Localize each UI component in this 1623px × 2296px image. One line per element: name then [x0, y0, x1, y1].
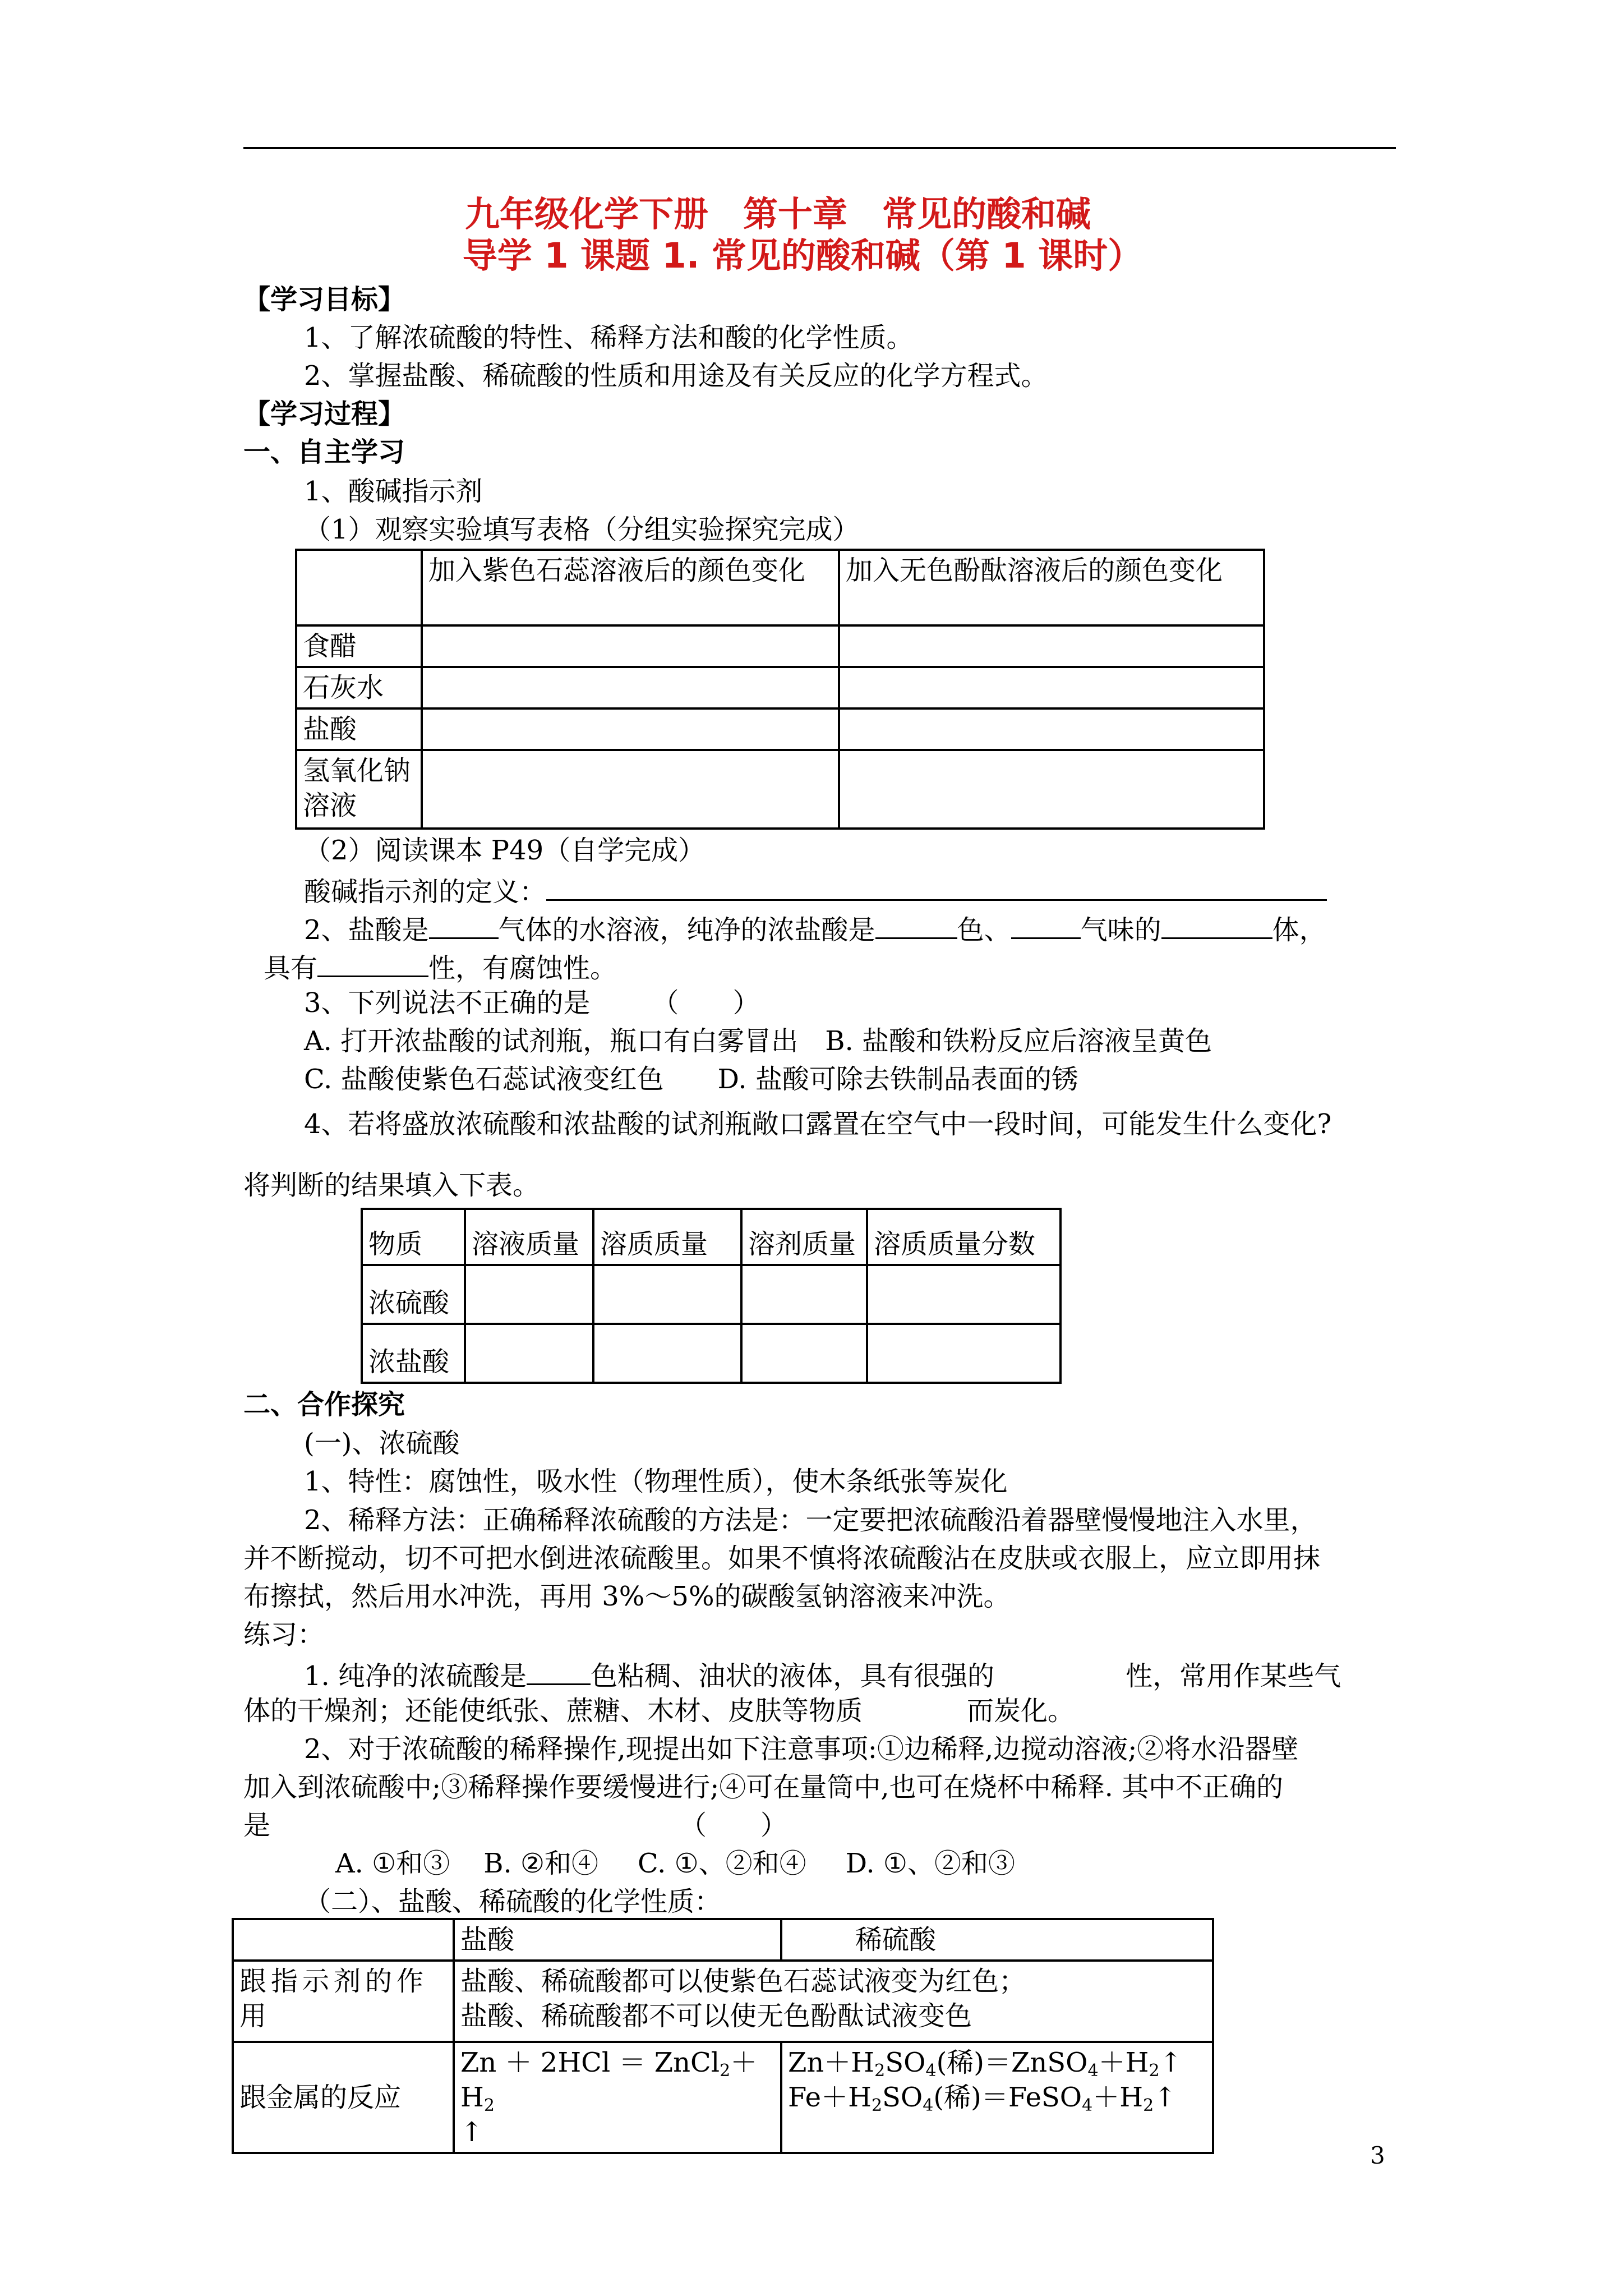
table-header-cell: 加入紫色石蕊溶液后的颜色变化: [422, 550, 839, 625]
table-header-cell: 溶质质量: [593, 1209, 741, 1265]
question-2-text: 体，: [1272, 914, 1326, 946]
property-1: 1、特性：腐蚀性，吸水性（物理性质），使木条纸张等炭化: [304, 1466, 1008, 1497]
option-a[interactable]: A. ①和③: [335, 1848, 450, 1879]
subscript: 2: [1143, 2096, 1154, 2115]
dilution-line-3: 布擦拭，然后用水冲洗，再用 3%～5%的碳酸氢钠溶液来冲洗。: [243, 1581, 1011, 1612]
exercise-1-text: 体的干燥剂；还能使纸张、蔗糖、木材、皮肤等物质: [243, 1695, 863, 1727]
question-2-text: 具有: [264, 953, 318, 984]
question-3-options-2: [304, 1062, 1078, 1097]
subscript: 4: [1082, 2096, 1093, 2115]
table-row-label: 跟指示剂的作用: [233, 1961, 454, 2042]
equation-text: Zn ＋ 2HCl ＝ ZnCl: [460, 2047, 720, 2078]
doc-subtitle: 导学 1 课题 1. 常见的酸和碱（第 1 课时）: [462, 235, 1143, 276]
question-2-text: 气味的: [1080, 914, 1161, 946]
subscript: 4: [925, 2061, 937, 2081]
question-4-line-2: 将判断的结果填入下表。: [243, 1170, 540, 1201]
part-2-title: （二）、盐酸、稀硫酸的化学性质：: [304, 1886, 722, 1917]
exercise-2-text: 是: [243, 1810, 271, 1841]
gas-arrow: ↑: [1159, 2047, 1182, 2078]
table-header-cell: 稀硫酸: [781, 1919, 1213, 1961]
equation-text: Zn＋H: [788, 2047, 875, 2078]
option-c[interactable]: C. ①、②和④: [638, 1848, 806, 1879]
objective-1: 1、了解浓硫酸的特性、稀释方法和酸的化学性质。: [304, 322, 914, 353]
doc-title: 九年级化学下册 第十章 常见的酸和碱: [464, 194, 1091, 234]
answer-cell[interactable]: [839, 625, 1264, 667]
definition-blank[interactable]: [546, 871, 1327, 901]
equation-text: (稀)＝ZnSO: [936, 2047, 1088, 2078]
exercise-1-line-1: [304, 1655, 1341, 1694]
answer-cell[interactable]: [839, 667, 1264, 708]
exercise-2-line-3: [243, 1808, 787, 1843]
answer-cell[interactable]: [422, 708, 839, 750]
table-header-cell: 溶剂质量: [741, 1209, 867, 1265]
option-a[interactable]: A. 打开浓盐酸的试剂瓶，瓶口有白雾冒出: [304, 1025, 799, 1057]
option-b[interactable]: B. 盐酸和铁粉反应后溶液呈黄色: [825, 1025, 1212, 1057]
table-header-cell: [233, 1919, 454, 1961]
subscript: 2: [874, 2061, 886, 2081]
equation-text: (稀)＝FeSO: [933, 2082, 1082, 2113]
exercise-1-text: 色粘稠、油状的液体，具有很强的: [591, 1660, 995, 1692]
indicator-effect-cell: [454, 1961, 1213, 2042]
equation-text: ＋H: [1092, 2082, 1144, 2113]
subscript: 2: [720, 2061, 731, 2081]
exercise-1-text: 性，常用作某些气: [1126, 1660, 1341, 1692]
table-row-label: 石灰水: [296, 667, 422, 708]
answer-cell[interactable]: [741, 1324, 867, 1383]
table-header-cell: 溶质质量分数: [867, 1209, 1061, 1265]
option-c[interactable]: C. 盐酸使紫色石蕊试液变红色: [304, 1064, 664, 1095]
exercise-2-options: [335, 1846, 1015, 1881]
question-3-options-1: [304, 1024, 1212, 1059]
equation-text: SO: [885, 2047, 926, 2078]
answer-cell[interactable]: [741, 1265, 867, 1324]
indicator-effect-text: 盐酸、稀硫酸都不可以使无色酚酞试液变色: [460, 2000, 972, 2032]
table-row-label: 氢氧化钠溶液: [296, 750, 422, 829]
table-row-label: 食醋: [296, 625, 422, 667]
fill-blank[interactable]: [1011, 909, 1081, 939]
subscript: 4: [1087, 2061, 1099, 2081]
definition-line: [304, 871, 1327, 909]
answer-cell[interactable]: [839, 708, 1264, 750]
subscript: 2: [1149, 2061, 1160, 2081]
concentration-table: [361, 1208, 1062, 1384]
question-4-line-1: 4、若将盛放浓硫酸和浓盐酸的试剂瓶敞口露置在空气中一段时间，可能发生什么变化?: [304, 1108, 1332, 1140]
question-2-text: 2、盐酸是: [304, 914, 429, 946]
indicator-effect-text: 盐酸、稀硫酸都可以使紫色石蕊试液变为红色；: [460, 1966, 1026, 1997]
question-3: [304, 986, 760, 1020]
option-d[interactable]: D. 盐酸可除去铁制品表面的锈: [717, 1064, 1078, 1095]
indicator-table: [295, 549, 1265, 830]
answer-cell[interactable]: [867, 1265, 1061, 1324]
page-number: 3: [1370, 2142, 1385, 2169]
fill-blank[interactable]: [1161, 909, 1272, 939]
table-row-label: 盐酸: [296, 708, 422, 750]
fill-blank[interactable]: [875, 909, 957, 939]
subscript: 4: [923, 2096, 934, 2115]
question-2-line-2: [264, 947, 617, 986]
answer-paren[interactable]: （ ）: [652, 987, 760, 1019]
question-2-text: 色、: [957, 914, 1011, 946]
section-2-heading: 二、合作探究: [243, 1389, 405, 1420]
answer-cell[interactable]: [867, 1324, 1061, 1383]
question-2-text: 性，有腐蚀性。: [428, 953, 617, 984]
exercise-2-line-2: 加入到浓硫酸中;③稀释操作要缓慢进行;④可在量筒中,也可在烧杯中稀释. 其中不正确的: [243, 1772, 1284, 1803]
answer-cell[interactable]: [593, 1265, 741, 1324]
exercise-1-text: 1. 纯净的浓硫酸是: [304, 1660, 527, 1692]
table-header-cell: 加入无色酚酞溶液后的颜色变化: [839, 550, 1264, 625]
exercise-1-text: 而炭化。: [967, 1695, 1075, 1727]
dilution-line-2: 并不断搅动，切不可把水倒进浓硫酸里。如果不慎将浓硫酸沾在皮肤或衣服上，应立即用抹: [243, 1543, 1321, 1574]
process-heading: 【学习过程】: [243, 398, 405, 430]
answer-cell[interactable]: [422, 667, 839, 708]
option-d[interactable]: D. ①、②和③: [845, 1848, 1015, 1879]
objectives-heading: 【学习目标】: [243, 284, 405, 315]
equation-text: SO: [882, 2082, 923, 2113]
answer-cell[interactable]: [422, 750, 839, 829]
table-header-cell: 盐酸: [454, 1919, 781, 1961]
equation-text: ＋ H: [460, 2047, 758, 2113]
equation-text: ＋H: [1098, 2047, 1149, 2078]
acid-properties-table: [232, 1918, 1214, 2154]
fill-blank[interactable]: [527, 1655, 591, 1685]
question-3-text: 3、下列说法不正确的是: [304, 987, 591, 1019]
subscript: 2: [483, 2096, 495, 2115]
definition-label: 酸碱指示剂的定义：: [304, 876, 547, 908]
part-1-title: (一)、浓硫酸: [304, 1428, 460, 1459]
answer-cell[interactable]: [593, 1324, 741, 1383]
dilution-line-1: 2、稀释方法：正确稀释浓硫酸的方法是：一定要把浓硫酸沿着器壁慢慢地注入水里，: [304, 1504, 1317, 1536]
exercise-1-line-2: [243, 1694, 1075, 1728]
practice-label: 练习：: [243, 1619, 325, 1650]
question-1: 1、酸碱指示剂: [304, 476, 483, 507]
h2so4-metal-equation: [781, 2042, 1213, 2153]
table-header-cell: [296, 550, 422, 625]
header-rule: [243, 147, 1396, 149]
objective-2: 2、掌握盐酸、稀硫酸的性质和用途及有关反应的化学方程式。: [304, 360, 1048, 392]
table-row-label: 浓硫酸: [362, 1265, 465, 1324]
table-row-label: 跟金属的反应: [233, 2042, 454, 2153]
question-2-text: 气体的水溶液，纯净的浓盐酸是: [498, 914, 875, 946]
question-2-line-1: [304, 909, 1326, 947]
table-header-cell: 物质: [362, 1209, 465, 1265]
gas-arrow: ↑: [1154, 2082, 1177, 2113]
fill-blank[interactable]: [317, 947, 428, 977]
question-1-sub-1: （1）观察实验填写表格（分组实验探究完成）: [304, 514, 860, 545]
gas-arrow: ↑: [460, 2116, 483, 2148]
exercise-2-line-1: 2、对于浓硫酸的稀释操作,现提出如下注意事项:①边稀释,边搅动溶液;②将水沿器壁: [304, 1733, 1299, 1765]
section-1-heading: 一、自主学习: [243, 436, 405, 468]
table-row-label: 浓盐酸: [362, 1324, 465, 1383]
option-b[interactable]: B. ②和④: [483, 1848, 599, 1879]
answer-paren[interactable]: （ ）: [680, 1810, 788, 1841]
fill-blank[interactable]: [429, 909, 499, 939]
answer-cell[interactable]: [839, 750, 1264, 829]
table-header-cell: 溶液质量: [465, 1209, 593, 1265]
answer-cell[interactable]: [465, 1324, 593, 1383]
question-1-sub-2: （2）阅读课本 P49（自学完成）: [304, 835, 706, 866]
subscript: 2: [871, 2096, 883, 2115]
hcl-metal-equation: [454, 2042, 781, 2153]
answer-cell[interactable]: [465, 1265, 593, 1324]
equation-text: Fe＋H: [788, 2082, 872, 2113]
answer-cell[interactable]: [422, 625, 839, 667]
